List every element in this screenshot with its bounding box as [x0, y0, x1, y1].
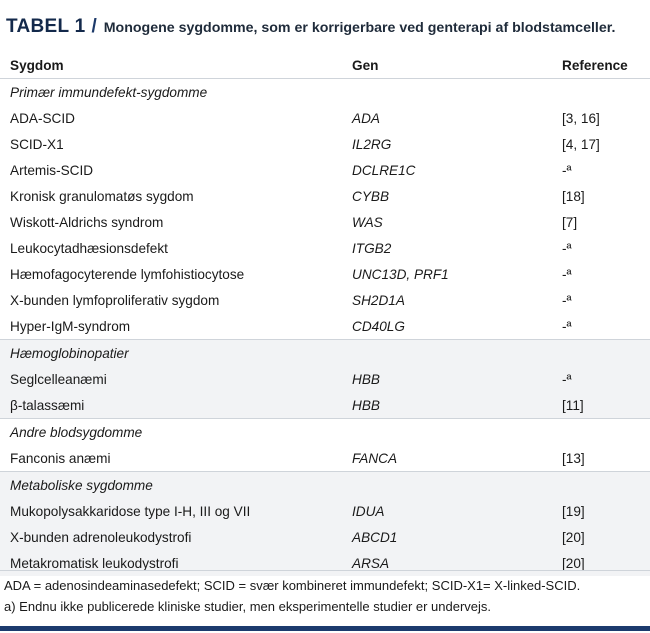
- cell-reference: -ª: [562, 162, 572, 178]
- cell-gene: HBB: [352, 397, 380, 413]
- cell-disease: Hyper-IgM-syndrom: [10, 318, 131, 334]
- cell-reference: [11]: [562, 397, 584, 413]
- table-row: [0, 524, 650, 550]
- cell-disease: Metakromatisk leukodystrofi: [10, 555, 179, 571]
- table-number: TABEL 1: [6, 16, 86, 37]
- cell-disease: Fanconis anæmi: [10, 450, 111, 466]
- column-header-reference: Reference: [562, 57, 628, 73]
- cell-reference: [4, 17]: [562, 136, 600, 152]
- group-label: Primær immundefekt-sygdomme: [10, 84, 208, 100]
- table-row: [0, 105, 650, 131]
- table-row: [0, 131, 650, 157]
- cell-disease: Leukocytadhæsionsdefekt: [10, 240, 168, 256]
- cell-reference: -ª: [562, 240, 572, 256]
- footnote-abbreviations: ADA = adenosindeaminasedefekt; SCID = svær kombineret immundefekt; SCID-X1= X-linked-SCID.: [4, 578, 581, 593]
- table-row: [0, 235, 650, 261]
- cell-gene: ITGB2: [352, 240, 392, 256]
- table-row: [0, 392, 650, 419]
- cell-gene: DCLRE1C: [352, 162, 416, 178]
- cell-gene: IL2RG: [352, 136, 392, 152]
- column-header-gene: Gen: [352, 57, 379, 73]
- cell-gene: CYBB: [352, 188, 390, 204]
- cell-disease: Artemis-SCID: [10, 162, 94, 178]
- bottom-rule: [0, 626, 650, 631]
- cell-disease: Wiskott-Aldrichs syndrom: [10, 214, 164, 230]
- cell-gene: WAS: [352, 214, 383, 230]
- cell-gene: IDUA: [352, 503, 385, 519]
- title-slash: /: [91, 16, 97, 37]
- data-table: [0, 52, 650, 576]
- footnote-a: a) Endnu ikke publicerede kliniske studier, men eksperimentelle studier er undervejs.: [4, 599, 492, 614]
- cell-disease: Mukopolysakkaridose type I-H, III og VII: [10, 503, 251, 519]
- footnotes: [0, 570, 650, 626]
- cell-gene: ABCD1: [352, 529, 398, 545]
- data-table-container: [0, 52, 650, 570]
- cell-disease: X-bunden lymfoproliferativ sygdom: [10, 292, 220, 308]
- table-group-row: [0, 79, 650, 106]
- table-row: [0, 366, 650, 392]
- table-row: [0, 498, 650, 524]
- table-group-row: [0, 472, 650, 499]
- table-body: [0, 79, 650, 577]
- cell-gene: HBB: [352, 371, 380, 387]
- table-row: [0, 209, 650, 235]
- cell-reference: [19]: [562, 503, 585, 519]
- cell-disease: Seglcelleanæmi: [10, 371, 107, 387]
- cell-reference: [20]: [562, 529, 585, 545]
- table-header-row: [0, 52, 650, 79]
- cell-reference: -ª: [562, 266, 572, 282]
- cell-gene: ARSA: [352, 555, 390, 571]
- cell-disease: ADA-SCID: [10, 110, 75, 126]
- cell-disease: Kronisk granulomatøs sygdom: [10, 188, 194, 204]
- cell-reference: -ª: [562, 318, 572, 334]
- cell-reference: -ª: [562, 371, 572, 387]
- cell-gene: UNC13D, PRF1: [352, 266, 449, 282]
- cell-reference: [18]: [562, 188, 585, 204]
- table-caption: Monogene sygdomme, som er korrigerbare ved genterapi af blodstamceller.: [103, 20, 616, 36]
- group-label: Hæmoglobinopatier: [0, 340, 650, 367]
- cell-disease: X-bunden adrenoleukodystrofi: [10, 529, 192, 545]
- group-label: Metaboliske sygdomme: [0, 472, 650, 499]
- table-row: [0, 157, 650, 183]
- cell-gene: ADA: [352, 110, 380, 126]
- table-row: [0, 183, 650, 209]
- table-group-row: [0, 419, 650, 446]
- column-header-disease: Sygdom: [10, 57, 64, 73]
- group-label: Andre blodsygdomme: [0, 419, 650, 446]
- cell-gene: CD40LG: [352, 318, 405, 334]
- cell-disease: β-talassæmi: [10, 397, 85, 413]
- cell-reference: [13]: [562, 450, 585, 466]
- cell-gene: FANCA: [352, 450, 398, 466]
- table-row: [0, 445, 650, 472]
- table-row: [0, 261, 650, 287]
- cell-reference: -ª: [562, 292, 572, 308]
- cell-disease: Hæmofagocyterende lymfohistiocytose: [10, 266, 245, 282]
- table-title: [6, 16, 644, 38]
- cell-reference: [20]: [562, 555, 585, 571]
- table-row: [0, 287, 650, 313]
- cell-disease: SCID-X1: [10, 136, 64, 152]
- table-row: [0, 313, 650, 340]
- cell-gene: SH2D1A: [352, 292, 405, 308]
- cell-reference: [7]: [562, 214, 578, 230]
- table-group-row: [0, 340, 650, 367]
- cell-reference: [3, 16]: [562, 110, 600, 126]
